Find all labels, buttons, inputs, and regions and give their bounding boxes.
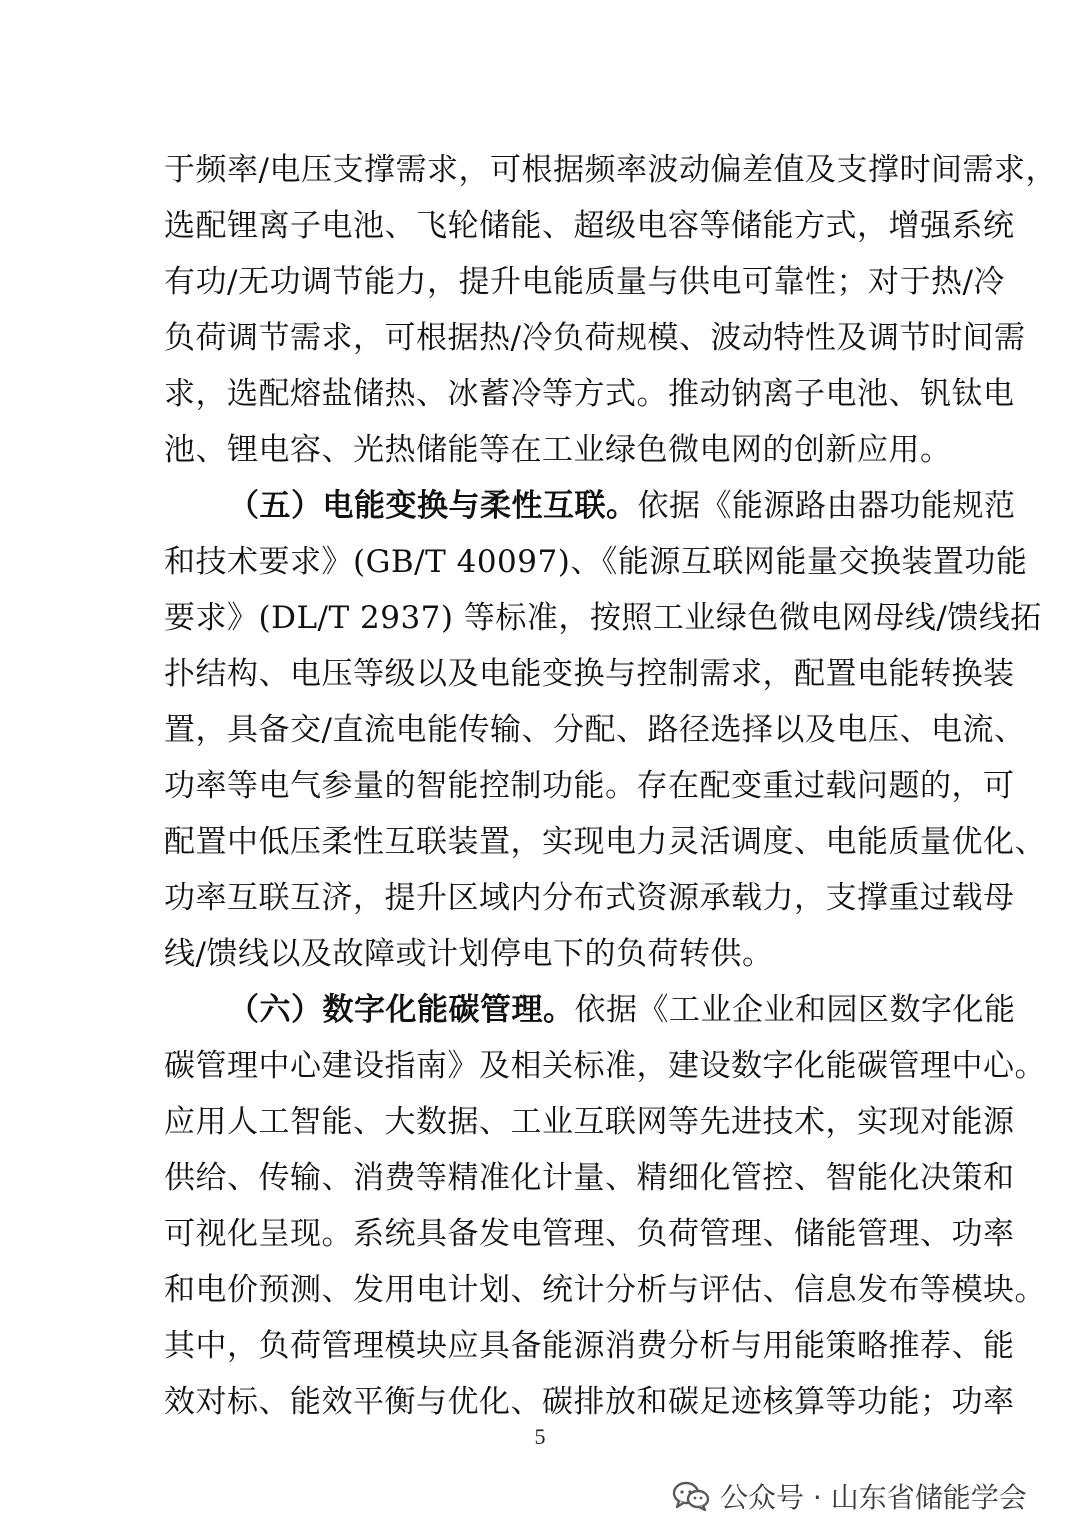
body-line: 可视化呈现。系统具备发电管理、负荷管理、储能管理、功率 (164, 1216, 1015, 1252)
body-line: 碳管理中心建设指南》及相关标准，建设数字化能碳管理中心。 (164, 1048, 1046, 1084)
body-line: 求，选配熔盐储热、冰蓄冷等方式。推动钠离子电池、钒钛电 (164, 376, 1015, 412)
page-number: 5 (534, 1424, 546, 1449)
body-line: 和技术要求》(GB/T 40097)、《能源互联网能量交换装置功能 (164, 544, 1028, 580)
watermark (672, 1476, 1027, 1516)
body-line: 配置中低压柔性互联装置，实现电力灵活调度、电能质量优化、 (164, 824, 1046, 860)
body-line: 于频率/电压支撑需求，可根据频率波动偏差值及支撑时间需求， (164, 152, 1057, 188)
body-line: 选配锂离子电池、飞轮储能、超级电容等储能方式，增强系统 (164, 208, 1015, 244)
body-line: 线/馈线以及故障或计划停电下的负荷转供。 (164, 936, 774, 972)
section-6-heading: （六）数字化能碳管理。 (228, 992, 575, 1028)
body-line: 其中，负荷管理模块应具备能源消费分析与用能策略推荐、能 (164, 1328, 1015, 1364)
body-line: 负荷调节需求，可根据热/冷负荷规模、波动特性及调节时间需 (164, 320, 1026, 356)
body-line: 效对标、能效平衡与优化、碳排放和碳足迹核算等功能；功率 (164, 1384, 1015, 1420)
body-line: 有功/无功调节能力，提升电能质量与供电可靠性；对于热/冷 (164, 264, 1005, 300)
section-5-text: 依据《能源路由器功能规范 (637, 488, 1016, 524)
body-line: 和电价预测、发用电计划、统计分析与评估、信息发布等模块。 (164, 1272, 1046, 1308)
body-line: 应用人工智能、大数据、工业互联网等先进技术，实现对能源 (164, 1104, 1015, 1140)
body-line: 扑结构、电压等级以及电能变换与控制需求，配置电能转换装 (164, 656, 1015, 692)
section-5-heading: （五）电能变换与柔性互联。 (228, 488, 638, 524)
section-5-first-line (228, 488, 1016, 524)
body-line: 供给、传输、消费等精准化计量、精细化管控、智能化决策和 (164, 1160, 1015, 1196)
body-line: 功率互联互济，提升区域内分布式资源承载力，支撑重过载母 (164, 880, 1015, 916)
section-6-text: 依据《工业企业和园区数字化能 (574, 992, 1016, 1028)
watermark-text: 公众号 · 山东省储能学会 (720, 1481, 1027, 1514)
body-line: 功率等电气参量的智能控制功能。存在配变重过载问题的，可 (164, 768, 1015, 804)
section-6-first-line (228, 992, 1016, 1028)
body-line: 要求》(DL/T 2937) 等标准，按照工业绿色微电网母线/馈线拓 (164, 600, 1042, 636)
body-line: 池、锂电容、光热储能等在工业绿色微电网的创新应用。 (164, 432, 952, 468)
body-line: 置，具备交/直流电能传输、分配、路径选择以及电压、电流、 (164, 712, 1026, 748)
wechat-icon (672, 1480, 710, 1512)
